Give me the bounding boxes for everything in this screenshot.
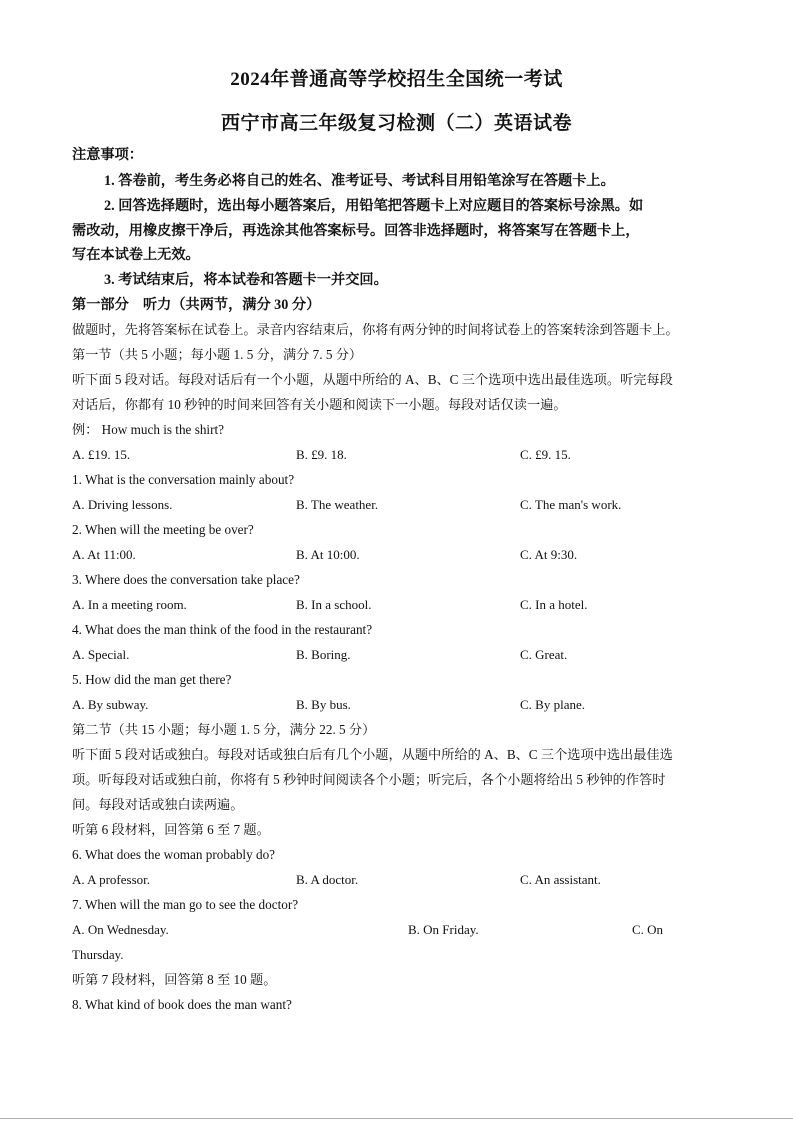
question-5-option-c: C. By plane.: [520, 697, 585, 712]
question-7-option-b: B. On Friday.: [408, 922, 479, 937]
exam-title: 2024年普通高等学校招生全国统一考试: [230, 69, 563, 90]
question-3-option-b: B. In a school.: [296, 597, 372, 612]
section2-desc-line-1: 听下面 5 段对话或独白。每段对话或独白后有几个小题，从题中所给的 A、B、C 三个选项中选出最佳选: [72, 747, 673, 762]
example-question: 例： How much is the shirt?: [72, 422, 225, 437]
question-2-option-b: B. At 10:00.: [296, 547, 360, 562]
question-7-option-a: A. On Wednesday.: [72, 922, 169, 937]
notice-item-2-line-2: 需改动，用橡皮擦干净后，再选涂其他答案标号。回答非选择题时，将答案写在答题卡上，: [72, 223, 640, 239]
question-3: 3. Where does the conversation take place?: [72, 572, 300, 587]
notice-heading: 注意事项：: [72, 147, 143, 163]
question-3-option-a: A. In a meeting room.: [72, 597, 187, 612]
question-2-option-c: C. At 9:30.: [520, 547, 578, 562]
question-1-option-c: C. The man's work.: [520, 497, 622, 512]
question-7-option-c-continued: Thursday.: [72, 947, 124, 962]
question-5-option-a: A. By subway.: [72, 697, 149, 712]
question-7: 7. When will the man go to see the doctor?: [72, 897, 299, 912]
question-1: 1. What is the conversation mainly about?: [72, 472, 295, 487]
question-6: 6. What does the woman probably do?: [72, 847, 276, 862]
example-option-a: A. £19. 15.: [72, 447, 131, 462]
question-4-option-a: A. Special.: [72, 647, 130, 662]
material-6-heading: 听第 6 段材料，回答第 6 至 7 题。: [72, 822, 270, 837]
page-bottom-rule: [0, 1118, 793, 1119]
question-1-option-a: A. Driving lessons.: [72, 497, 173, 512]
section2-desc-line-3: 间。每段对话或独白读两遍。: [72, 797, 244, 812]
question-2-option-a: A. At 11:00.: [72, 547, 136, 562]
notice-item-3: 3. 考试结束后，将本试卷和答题卡一并交回。: [104, 272, 388, 288]
question-6-option-c: C. An assistant.: [520, 872, 601, 887]
example-option-c: C. £9. 15.: [520, 447, 571, 462]
question-4: 4. What does the man think of the food in the restaurant?: [72, 622, 373, 637]
section1-heading: 第一节（共 5 小题；每小题 1. 5 分，满分 7. 5 分）: [72, 347, 363, 362]
question-4-option-c: C. Great.: [520, 647, 568, 662]
question-8: 8. What kind of book does the man want?: [72, 997, 292, 1012]
question-4-option-b: B. Boring.: [296, 647, 351, 662]
exam-subtitle: 西宁市高三年级复习检测（二）英语试卷: [220, 113, 572, 134]
question-1-option-b: B. The weather.: [296, 497, 379, 512]
question-5: 5. How did the man get there?: [72, 672, 232, 687]
section2-desc-line-2: 项。听每段对话或独白前，你将有 5 秒钟时间阅读各个小题；听完后，各个小题将给出 5 秒钟的作答时: [72, 772, 666, 787]
notice-item-2-line-1: 2. 回答选择题时，选出每小题答案后，用铅笔把答题卡上对应题目的答案标号涂黑。如: [104, 198, 644, 214]
question-3-option-c: C. In a hotel.: [520, 597, 588, 612]
question-5-option-b: B. By bus.: [296, 697, 351, 712]
section2-heading: 第二节（共 15 小题；每小题 1. 5 分，满分 22. 5 分）: [72, 722, 376, 737]
question-6-option-a: A. A professor.: [72, 872, 150, 887]
notice-item-1: 1. 答卷前，考生务必将自己的姓名、准考证号、考试科目用铅笔涂写在答题卡上。: [104, 173, 615, 189]
part1-heading: 第一部分 听力（共两节，满分 30 分）: [72, 297, 321, 313]
notice-item-2-line-3: 写在本试卷上无效。: [72, 247, 200, 263]
part1-instructions: 做题时，先将答案标在试卷上。录音内容结束后，你将有两分钟的时间将试卷上的答案转涂到答题卡上。: [72, 322, 679, 337]
section1-desc-line-1: 听下面 5 段对话。每段对话后有一个小题，从题中所给的 A、B、C 三个选项中选出最佳选项。听完每段: [72, 372, 673, 387]
question-6-option-b: B. A doctor.: [296, 872, 359, 887]
example-option-b: B. £9. 18.: [296, 447, 347, 462]
question-7-option-c: C. On: [632, 922, 664, 937]
section1-desc-line-2: 对话后，你都有 10 秒钟的时间来回答有关小题和阅读下一小题。每段对话仅读一遍。: [72, 397, 567, 412]
material-7-heading: 听第 7 段材料，回答第 8 至 10 题。: [72, 972, 277, 987]
question-2: 2. When will the meeting be over?: [72, 522, 254, 537]
